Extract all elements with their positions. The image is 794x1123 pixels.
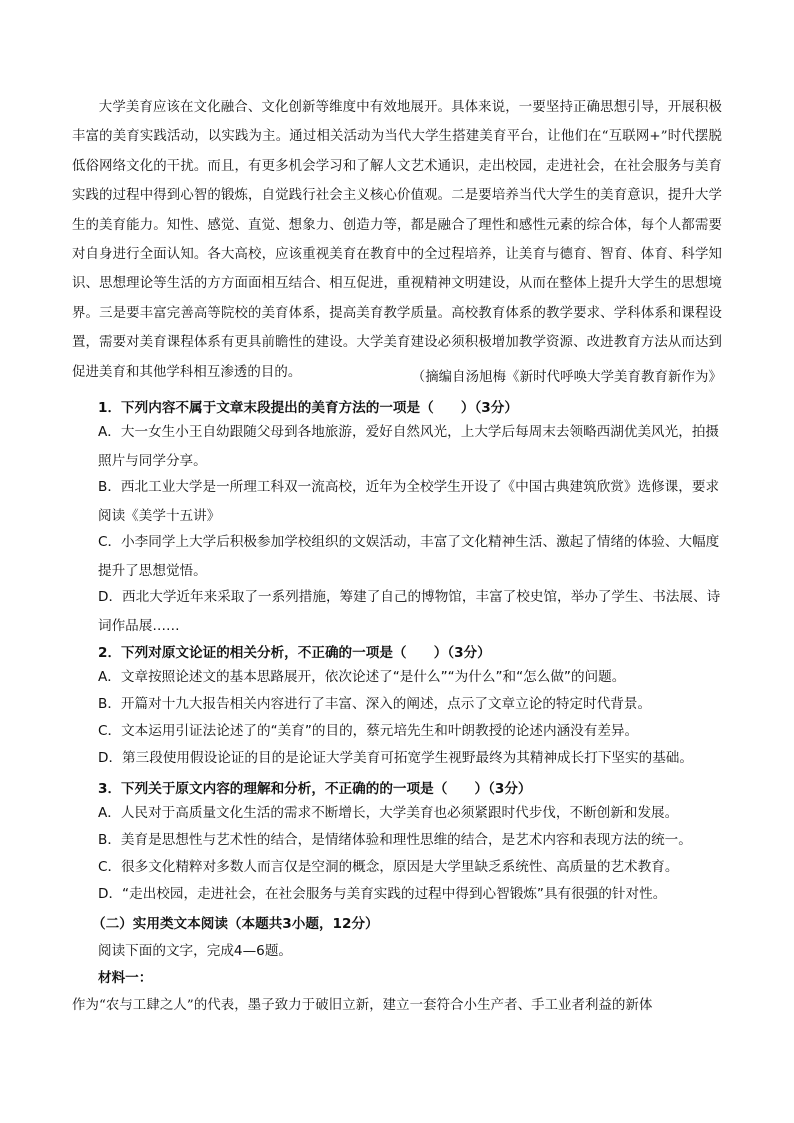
question-3-option-d: D．“走出校园，走进社会，在社会服务与美育实践的过程中得到心智锻炼”具有很强的针对性。 xyxy=(98,886,667,902)
question-3-option-c: C．很多文化精粹对多数人而言仅是空洞的概念，原因是大学里缺乏系统性、高质量的艺术教育。 xyxy=(98,859,679,875)
question-2-option-b: B．开篇对十九大报告相关内容进行了丰富、深入的阐述，点示了文章立论的特定时代背景。 xyxy=(98,696,652,712)
question-2-stem: 2．下列对原文论证的相关分析，不正确的一项是（ ）（3分） xyxy=(98,645,491,661)
material-1-text: 作为“农与工肆之人”的代表，墨子致力于破旧立新，建立一套符合小生产者、手工业者利益的新体 xyxy=(72,998,653,1013)
question-1-stem: 1．下列内容不属于文章末段提出的美育方法的一项是（ ）（3分） xyxy=(98,400,518,416)
question-3-stem: 3．下列关于原文内容的理解和分析，不正确的的一项是（ ）（3分） xyxy=(98,781,532,797)
question-3-option-a: A．人民对于高质量文化生活的需求不断增长，大学美育也必须紧跟时代步伐，不断创新和发展。 xyxy=(98,805,679,821)
material-1-label: 材料一： xyxy=(98,970,153,986)
question-1-option-a: A．大一女生小王自幼跟随父母到各地旅游，爱好自然风光，上大学后每周末去领略西湖优美风光，拍摄照片与同学分享。 xyxy=(98,424,720,469)
section-2-heading: （二）实用类文本阅读（本题共3小题，12分） xyxy=(92,916,379,932)
section-2-instruction: 阅读下面的文字，完成4—6题。 xyxy=(98,943,293,959)
passage-source: （摘编自汤旭梅《新时代呼唤大学美育教育新作为》 xyxy=(411,370,722,385)
question-1-option-c: C．小李同学上大学后积极参加学校组织的文娱活动，丰富了文化精神生活、激起了情绪的体验、大幅度提升了思想觉悟。 xyxy=(98,534,720,579)
passage-paragraph: 大学美育应该在文化融合、文化创新等维度中有效地展开。具体来说，一要坚持正确思想引导，开展积极丰富的美育实践活动，以实践为主。通过相关活动为当代大学生搭建美育平台，让他们在“互联网+”时代摆脱低俗网络文化的干扰。而且，有更多机会学习和了解人文艺术通识，走出校园，走进社会，在社会服务与美育实践的过程中得到心智的锻炼，自觉践行社会主义核心价值观。二是要培养当代大学生的美育意识，提升大学生的美育能力。知性、感觉、直觉、想象力、创造力等，都是融合了理性和感性元素的综合体，每个人都需要对自身进行全面认知。各大高校，应该重视美育在教育中的全过程培养，让美育与德育、智育、体育、科学知识、思想理论等生活的方方面面相互结合、相互促进，重视精神文明建设，从而在整体上提升大学生的思想境界。三是要丰富完善高等院校的美育体系，提高美育教学质量。高校教育体系的教学要求、学科体系和课程设置，需要对美育课程体系有更具前瞻性的建设。大学美育建设必须积极增加教学资源、改进教育方法从而达到促进美育和其他学科相互渗透的目的。 xyxy=(72,100,722,380)
question-3-option-b: B．美育是思想性与艺术性的结合，是情绪体验和理性思维的结合，是艺术内容和表现方法的统一。 xyxy=(98,832,692,848)
question-2-option-a: A．文章按照论述文的基本思路展开，依次论述了“是什么”“为什么”和“怎么做”的问题。 xyxy=(98,669,626,685)
question-1-option-b: B．西北工业大学是一所理工科双一流高校，近年为全校学生开设了《中国古典建筑欣赏》选修课，要求阅读《美学十五讲》 xyxy=(98,479,720,524)
question-2-option-c: C．文本运用引证法论述了的“美育”的目的，蔡元培先生和叶朗教授的论述内涵没有差异。 xyxy=(98,723,639,739)
question-2-option-d: D．第三段使用假设论证的目的是论证大学美育可拓宽学生视野最终为其精神成长打下坚实的基础。 xyxy=(98,750,693,766)
question-1-option-d: D．西北大学近年来采取了一系列措施，筹建了自己的博物馆，丰富了校史馆，举办了学生、书法展、诗词作品展…… xyxy=(98,589,721,634)
